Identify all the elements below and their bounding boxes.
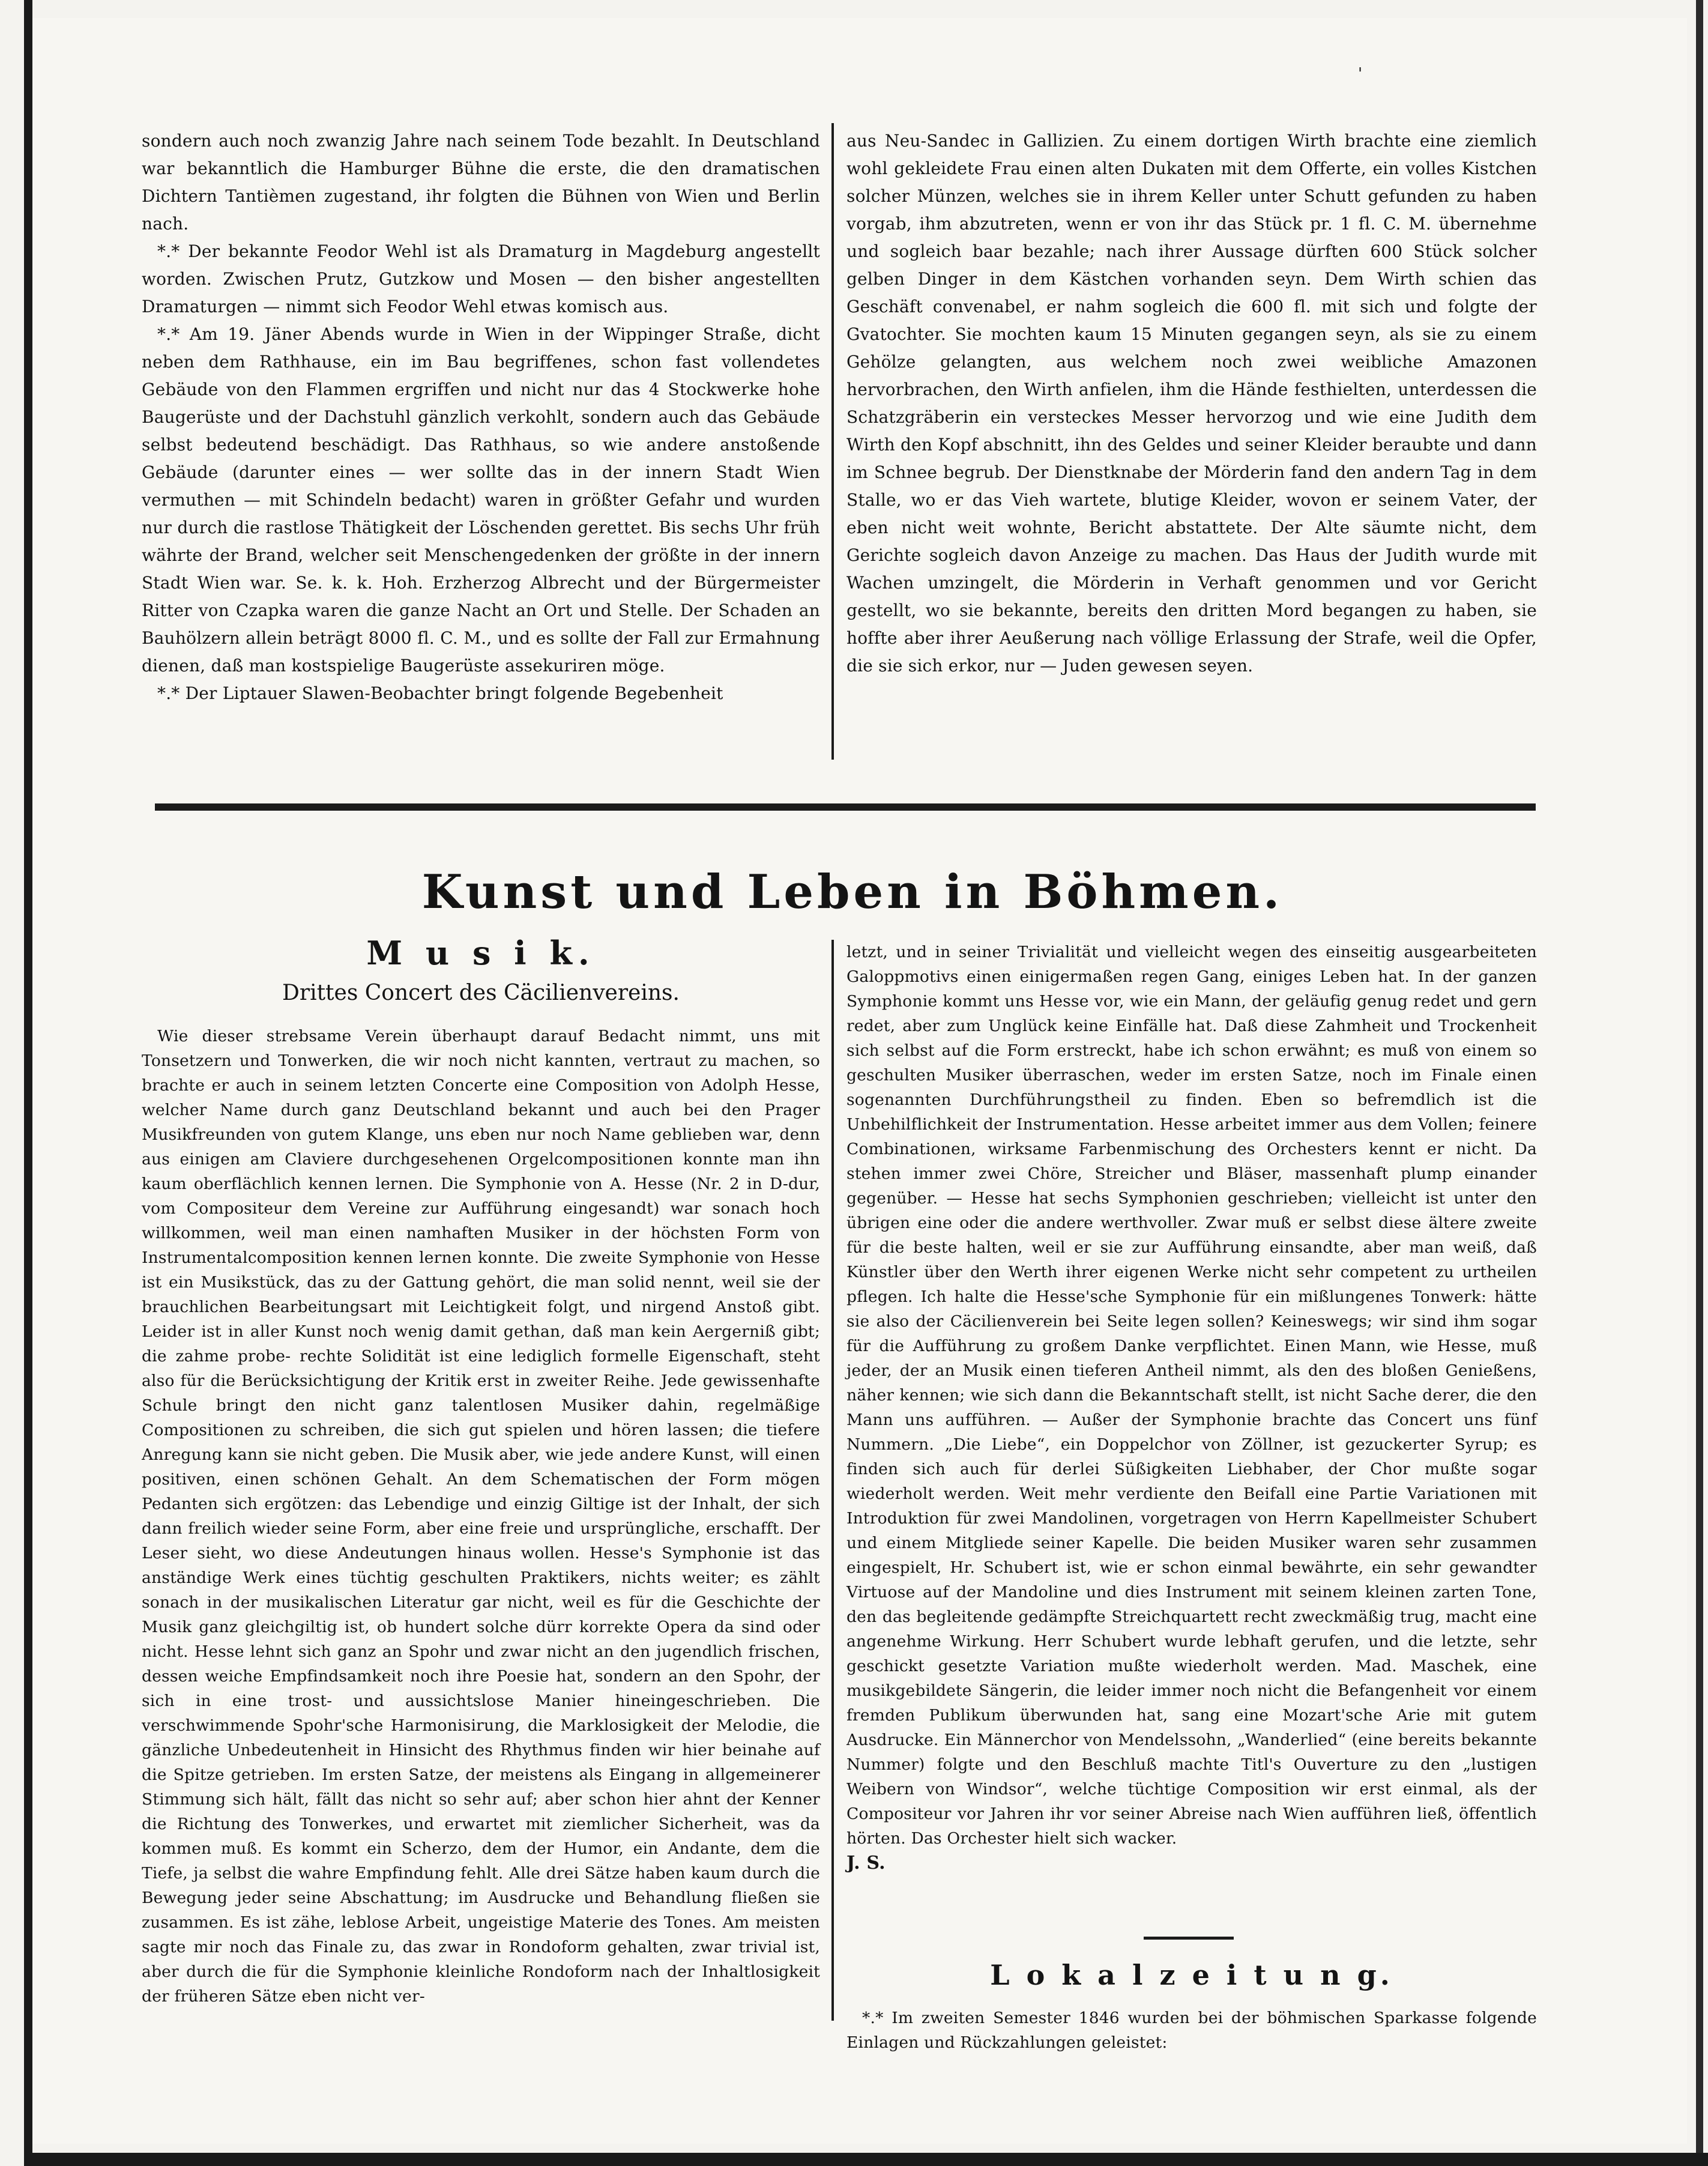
section-title-lokalzeitung: L o k a l z e i t u n g. (990, 1959, 1393, 1991)
paragraph: aus Neu-Sandec in Gallizien. Zu einem dortigen Wirth brachte eine ziemlich wohl gekleidete Frau einen alten Dukaten mit dem Offerte, ein volles Kistchen solcher Münzen, welches sie in ihrem Keller unter Schutt gefunden zu haben vorgab, ihm abzutreten, wenn er von ihr das Stück pr. 1 fl. C. M. übernehme und sogleich baar bezahle; nach ihrer Aussage dürften 600 Stück solcher gelben Dinger in dem Kästchen vorhanden seyn. Dem Wirth schien das Geschäft convenabel, er nahm sogleich die 600 fl. mit sich und folgte der Gvatochter. Sie mochten kaum 15 Minuten gegangen seyn, als sie zu einem Gehölze gelangten, aus welchem noch zwei weibliche Amazonen hervorbrachen, den Wirth anfielen, ihm die Hände festhielten, unterdessen die Schatzgräberin ein versteckes Messer hervorzog und wie eine Judith dem Wirth den Kopf abschnitt, ihn des Geldes und seiner Kleider beraubte und dann im Schnee begrub. Der Dienstknabe der Mörderin fand den andern Tag in dem Stalle, wo er das Vieh wartete, blutige Kleider, wovon er seinem Vater, der eben nicht weit wohnte, Bericht abstattete. Der Alte säumte nicht, dem Gerichte sogleich davon Anzeige zu machen. Das Haus der Judith wurde mit Wachen umzingelt, die Mörderin in Verhaft genommen und vor Gericht gestellt, wo sie bekannte, bereits den dritten Mord begangen zu haben, sie hoffte aber ihrer Aeußerung nach völlige Erlassung der Strafe, weil die Opfer, die sie sich erkor, nur — Juden gewesen seyen. (846, 131, 1537, 676)
musik-right-column (846, 940, 1537, 1901)
lokalzeitung-column (846, 2006, 1537, 2072)
paragraph: sondern auch noch zwanzig Jahre nach seinem Tode bezahlt. In Deutschland war bekanntlich die Hamburger Bühne die erste, die den dramatischen Dichtern Tantièmen zugestand, ihr folgten die Bühnen von Wien und Berlin nach. (142, 131, 820, 234)
musik-left-column (142, 1024, 820, 2021)
author-signature: J. S. (846, 1853, 886, 1874)
section-title-musik: M u s i k. (366, 934, 596, 972)
column-rule-top (831, 123, 834, 760)
section-subtitle: Drittes Concert des Cäcilienvereins. (282, 981, 680, 1005)
column-rule-bottom (831, 940, 834, 2021)
section-masthead: Kunst und Leben in Böhmen. (421, 865, 1284, 919)
page-mark: ' (1358, 65, 1363, 83)
paragraph: Wie dieser strebsame Verein überhaupt darauf Bedacht nimmt, uns mit Tonsetzern und Tonwerken, die wir noch nicht kannten, vertraut zu machen, so brachte er auch in seinem letzten Concerte eine Composition von Adolph Hesse, welcher Name durch ganz Deutschland bekannt und auch bei den Prager Musikfreunden von gutem Klange, uns eben nur noch Name geblieben war, denn aus einigen am Claviere durchgesehenen Orgelcompositionen konnte man ihn kaum oberflächlich kennen lernen. Die Symphonie von A. Hesse (Nr. 2 in D-dur, vom Compositeur dem Vereine zur Aufführung eingesandt) war sonach hoch willkommen, weil man einen namhaften Musiker in der höchsten Form von Instrumentalcomposition kennen lernen konnte. Die zweite Symphonie von Hesse ist ein Musikstück, das zu der Gattung gehört, die man solid nennt, weil sie der brauchlichen Bearbeitungsart mit Leichtigkeit folgt, und nirgend Anstoß gibt. Leider ist in aller Kunst noch wenig damit gethan, daß man kein Aergerniß gibt; die zahme probe- rechte Solidität ist eine lediglich formelle Eigenschaft, steht also für die Berücksichtigung der Kritik erst in zweiter Reihe. Jede gewissenhafte Schule bringt den nicht ganz talentlosen Musiker dahin, regelmäßige Compositionen zu schreiben, die sich gut spielen und hören lassen; die tiefere Anregung kann sie nicht geben. Die Musik aber, wie jede andere Kunst, will einen positiven, einen schönen Gehalt. An dem Schematischen der Form mögen Pedanten sich ergötzen: das Lebendige und einzig Giltige ist der Inhalt, der sich dann freilich wieder seine Form, aber eine freie und ursprüngliche, erschafft. Der Leser sieht, wo diese Andeutungen hinaus wollen. Hesse's Symphonie ist das anständige Werk eines tüchtig geschulten Praktikers, nichts weiter; es zählt sonach in der musikalischen Literatur gar nicht, weil es für die Geschichte der Musik ganz gleichgiltig ist, ob hundert solche dürr korrekte Opera da sind oder nicht. Hesse lehnt sich ganz an Spohr und zwar nicht an den jugendlich frischen, dessen weiche Empfindsamkeit noch ihre Poesie hat, sondern an den Spohr, der sich in eine trost- und aussichtslose Manier hineingeschrieben. Die verschwimmende Spohr'sche Harmonisirung, die Marklosigkeit der Melodie, die gänzliche Unbedeutenheit in Hinsicht des Rhythmus finden wir hier beinahe auf die Spitze getrieben. Im ersten Satze, der meistens als Eingang in allgemeinerer Stimmung sich hält, fällt das nicht so sehr auf; aber schon hier ahnt der Kenner die Richtung des Tonwerkes, und erwartet mit ziemlicher Sicherheit, was da kommen muß. Es kommt ein Scherzo, dem der Humor, ein Andante, dem die Tiefe, ja selbst die wahre Empfindung fehlt. Alle drei Sätze haben kaum durch die Bewegung jeder seine Abschattung; im Ausdrucke und Behandlung fließen sie zusammen. Es ist zähe, leblose Arbeit, ungeistige Materie des Tones. Am meisten sagte mir noch das Finale zu, das zwar in Rondoform gehalten, zwar trivial ist, aber durch die für die Symphonie kleinliche Rondoform nach der Inhaltlosigkeit der früheren Sätze eben nicht ver- (142, 1027, 820, 2006)
scan-edge-bottom (24, 2153, 1708, 2166)
paragraph: *.* Der Liptauer Slawen-Beobachter bringt folgende Begebenheit (157, 683, 723, 703)
short-divider (1144, 1937, 1234, 1940)
paragraph: *.* Am 19. Jäner Abends wurde in Wien in der Wippinger Straße, dicht neben dem Rathhause, ein im Bau begriffenes, schon fast vollendetes Gebäude von den Flammen ergriffen und nicht nur das 4 Stockwerke hohe Baugerüste und der Dachstuhl gänzlich verkohlt, sondern auch das Gebäude selbst bedeutend beschädigt. Das Rathhaus, so wie andere anstoßende Gebäude (darunter eines — wer sollte das in der innern Stadt Wien vermuthen — mit Schindeln bedacht) waren in größter Gefahr und wurden nur durch die rastlose Thätigkeit der Löschenden gerettet. Bis sechs Uhr früh währte der Brand, welcher seit Menschengedenken der größte in der innern Stadt Wien war. Se. k. k. Hoh. Erzherzog Albrecht und der Bürgermeister Ritter von Czapka waren die ganze Nacht an Ort und Stelle. Der Schaden an Bauhölzern allein beträgt 8000 fl. C. M., und es sollte der Fall zur Ermahnung dienen, daß man kostspielige Baugerüste assekuriren möge. (142, 324, 820, 676)
paragraph: letzt, und in seiner Trivialität und vielleicht wegen des einseitig ausgearbeiteten Galoppmotivs einen einigermaßen regen Gang, einiges Leben hat. In der ganzen Symphonie kommt uns Hesse vor, wie ein Mann, der geläufig genug redet und gern redet, aber zum Unglück keine Einfälle hat. Daß diese Zahmheit und Trockenheit sich selbst auf die Form erstreckt, habe ich schon erwähnt; es muß von einem so geschulten Musiker überraschen, weder im ersten Satze, noch im Finale einen sogenannten Durchführungstheil zu finden. Eben so befremdlich ist die Unbehilflichkeit der Instrumentation. Hesse arbeitet immer aus dem Vollen; feinere Combinationen, wirksame Farbenmischung des Orchesters kennt er nicht. Da stehen immer zwei Chöre, Streicher und Bläser, massenhaft plump einander gegenüber. — Hesse hat sechs Symphonien geschrieben; vielleicht ist unter den übrigen eine oder die andere werthvoller. Zwar muß er selbst diese ältere zweite für die beste halten, weil er sie zur Aufführung einsandte, aber man weiß, daß Künstler über den Werth ihrer eigenen Werke nicht sehr competent zu urtheilen pflegen. Ich halte die Hesse'sche Symphonie für ein mißlungenes Tonwerk: hätte sie also der Cäcilienverein bei Seite legen sollen? Keineswegs; wir sind ihm sogar für die Aufführung zu großem Danke verpflichtet. Einen Mann, wie Hesse, muß jeder, der an Musik einen tieferen Antheil nimmt, als den des bloßen Genießens, näher kennen; wie sich dann die Bekanntschaft stellt, ist nicht Sache derer, die den Mann uns aufführen. — Außer der Symphonie brachte das Concert uns fünf Nummern. „Die Liebe“, ein Doppelchor von Zöllner, ist gezuckerter Syrup; es finden sich auch für derlei Süßigkeiten Liebhaber, der Chor mußte sogar wiederholt werden. Weit mehr verdiente den Beifall eine Partie Variationen mit Introduktion für zwei Mandolinen, vorgetragen von Herrn Kapellmeister Schubert und einem Mitgliede seiner Kapelle. Die beiden Musiker waren sehr zusammen eingespielt, Hr. Schubert ist, wie er schon einmal bewährte, ein sehr gewandter Virtuose auf der Mandoline und dies Instrument mit seinem kleinen zarten Tone, den das begleitende gedämpfte Streichquartett recht zweckmäßig trug, macht eine angenehme Wirkung. Herr Schubert wurde lebhaft gerufen, und die letzte, sehr geschickt gesetzte Variation mußte wiederholt werden. Mad. Maschek, eine musikgebildete Sängerin, die leider immer noch nicht die Befangenheit vor einem fremden Publikum überwunden hat, sang eine Mozart'sche Arie mit gutem Ausdrucke. Ein Männerchor von Mendelssohn, „Wanderlied“ (eine bereits bekannte Nummer) folgte und den Beschluß machte Titl's Ouverture zu den „lustigen Weibern von Windsor“, welche tüchtige Composition wir erst einmal, als der Compositeur vor Jahren ihr vor seiner Abreise nach Wien aufführen ließ, öffentlich hörten. Das Orchester hielt sich wacker. (846, 943, 1537, 1848)
top-right-column (846, 127, 1537, 758)
paragraph: *.* Im zweiten Semester 1846 wurden bei der böhmischen Sparkasse folgende Einlagen und Rückzahlungen geleistet: (846, 2009, 1537, 2052)
top-left-column (142, 127, 820, 758)
scan-edge-right (1696, 0, 1703, 2166)
scan-edge-left (24, 0, 32, 2166)
section-divider (155, 803, 1536, 811)
paragraph: *.* Der bekannte Feodor Wehl ist als Dramaturg in Magdeburg angestellt worden. Zwischen Prutz, Gutzkow und Mosen — den bisher angestellten Dramaturgen — nimmt sich Feodor Wehl etwas komisch aus. (142, 241, 820, 316)
